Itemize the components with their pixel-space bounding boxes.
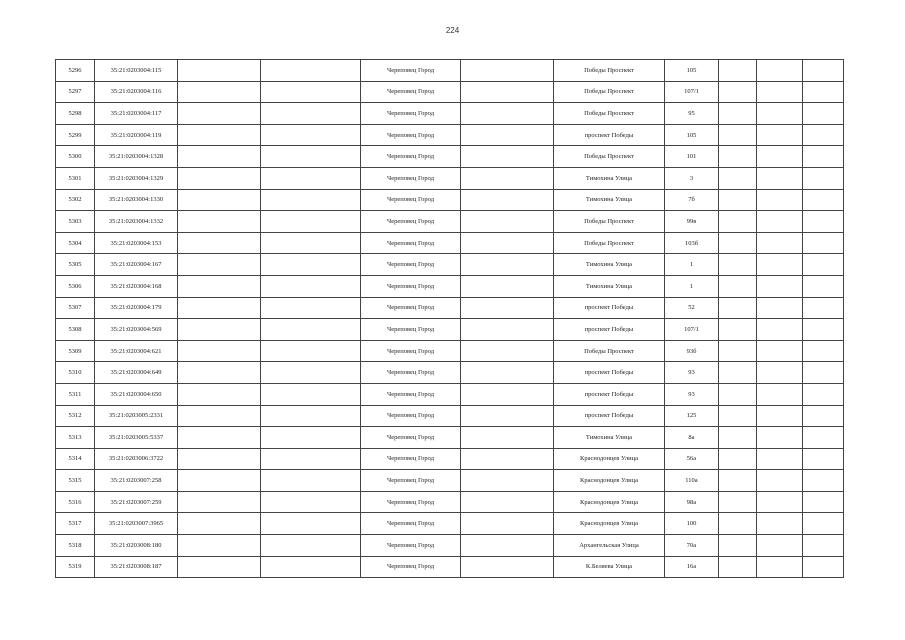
city-cell: Череповец Город — [361, 60, 461, 82]
cadastral-number-cell: 35:21:0203006:3722 — [95, 448, 178, 470]
blank-column-2-cell — [261, 232, 361, 254]
blank-column-1-cell — [178, 491, 261, 513]
street-cell: Краснодонцев Улица — [554, 448, 665, 470]
blank-column-5-cell — [757, 427, 803, 449]
city-cell: Череповец Город — [361, 491, 461, 513]
blank-column-1-cell — [178, 297, 261, 319]
city-cell: Череповец Город — [361, 254, 461, 276]
cadastral-number-cell: 35:21:0203005:2331 — [95, 405, 178, 427]
blank-column-3-cell — [461, 535, 554, 557]
blank-column-5-cell — [757, 211, 803, 233]
blank-column-1-cell — [178, 60, 261, 82]
table-row — [56, 491, 844, 513]
blank-column-5-cell — [757, 491, 803, 513]
street-cell: Тимохина Улица — [554, 254, 665, 276]
house-number-cell: 16а — [665, 556, 719, 578]
street-cell: Победы Проспект — [554, 340, 665, 362]
blank-column-1-cell — [178, 211, 261, 233]
blank-column-4-cell — [719, 491, 757, 513]
table-row — [56, 448, 844, 470]
row-number-cell: 5299 — [56, 124, 95, 146]
blank-column-1-cell — [178, 81, 261, 103]
blank-column-3-cell — [461, 427, 554, 449]
blank-column-4-cell — [719, 60, 757, 82]
table-row — [56, 103, 844, 125]
blank-column-2-cell — [261, 124, 361, 146]
table-row — [56, 146, 844, 168]
cadastral-number-cell: 35:21:0203004:650 — [95, 383, 178, 405]
table-row — [56, 319, 844, 341]
city-cell: Череповец Город — [361, 319, 461, 341]
blank-column-2-cell — [261, 362, 361, 384]
table-row — [56, 60, 844, 82]
city-cell: Череповец Город — [361, 189, 461, 211]
table-row — [56, 167, 844, 189]
blank-column-1-cell — [178, 383, 261, 405]
row-number-cell: 5307 — [56, 297, 95, 319]
blank-column-2-cell — [261, 427, 361, 449]
blank-column-5-cell — [757, 340, 803, 362]
blank-column-6-cell — [803, 383, 844, 405]
house-number-cell: 98а — [665, 491, 719, 513]
row-number-cell: 5302 — [56, 189, 95, 211]
blank-column-6-cell — [803, 81, 844, 103]
city-cell: Череповец Город — [361, 103, 461, 125]
blank-column-3-cell — [461, 81, 554, 103]
blank-column-6-cell — [803, 448, 844, 470]
blank-column-2-cell — [261, 556, 361, 578]
cadastral-number-cell: 35:21:0203008:187 — [95, 556, 178, 578]
blank-column-5-cell — [757, 232, 803, 254]
blank-column-4-cell — [719, 275, 757, 297]
blank-column-3-cell — [461, 448, 554, 470]
blank-column-5-cell — [757, 124, 803, 146]
blank-column-2-cell — [261, 405, 361, 427]
blank-column-2-cell — [261, 254, 361, 276]
street-cell: Тимохина Улица — [554, 275, 665, 297]
blank-column-1-cell — [178, 513, 261, 535]
blank-column-4-cell — [719, 189, 757, 211]
blank-column-2-cell — [261, 60, 361, 82]
blank-column-2-cell — [261, 340, 361, 362]
city-cell: Череповец Город — [361, 405, 461, 427]
table-row — [56, 535, 844, 557]
street-cell: проспект Победы — [554, 383, 665, 405]
city-cell: Череповец Город — [361, 275, 461, 297]
city-cell: Череповец Город — [361, 167, 461, 189]
cadastral-number-cell: 35:21:0203004:1328 — [95, 146, 178, 168]
blank-column-3-cell — [461, 189, 554, 211]
row-number-cell: 5298 — [56, 103, 95, 125]
city-cell: Череповец Город — [361, 470, 461, 492]
house-number-cell: 93 — [665, 383, 719, 405]
row-number-cell: 5301 — [56, 167, 95, 189]
city-cell: Череповец Город — [361, 448, 461, 470]
table-row — [56, 383, 844, 405]
blank-column-2-cell — [261, 448, 361, 470]
row-number-cell: 5309 — [56, 340, 95, 362]
blank-column-3-cell — [461, 340, 554, 362]
blank-column-3-cell — [461, 146, 554, 168]
row-number-cell: 5318 — [56, 535, 95, 557]
blank-column-6-cell — [803, 167, 844, 189]
blank-column-5-cell — [757, 448, 803, 470]
house-number-cell: 1 — [665, 254, 719, 276]
street-cell: проспект Победы — [554, 297, 665, 319]
table-row — [56, 513, 844, 535]
street-cell: Архангельская Улица — [554, 535, 665, 557]
blank-column-3-cell — [461, 297, 554, 319]
blank-column-5-cell — [757, 556, 803, 578]
cadastral-number-cell: 35:21:0203004:1329 — [95, 167, 178, 189]
table-row — [56, 211, 844, 233]
house-number-cell: 70а — [665, 535, 719, 557]
blank-column-4-cell — [719, 103, 757, 125]
blank-column-6-cell — [803, 189, 844, 211]
table-row — [56, 254, 844, 276]
blank-column-5-cell — [757, 189, 803, 211]
city-cell: Череповец Город — [361, 535, 461, 557]
blank-column-4-cell — [719, 383, 757, 405]
blank-column-6-cell — [803, 254, 844, 276]
blank-column-2-cell — [261, 513, 361, 535]
blank-column-6-cell — [803, 297, 844, 319]
street-cell: К.Беляева Улица — [554, 556, 665, 578]
table-body — [56, 60, 844, 578]
blank-column-4-cell — [719, 405, 757, 427]
blank-column-4-cell — [719, 340, 757, 362]
house-number-cell: 105 — [665, 60, 719, 82]
street-cell: проспект Победы — [554, 124, 665, 146]
blank-column-1-cell — [178, 556, 261, 578]
house-number-cell: 110а — [665, 470, 719, 492]
house-number-cell: 101 — [665, 146, 719, 168]
blank-column-5-cell — [757, 470, 803, 492]
city-cell: Череповец Город — [361, 513, 461, 535]
cadastral-number-cell: 35:21:0203005:5337 — [95, 427, 178, 449]
blank-column-5-cell — [757, 103, 803, 125]
blank-column-5-cell — [757, 167, 803, 189]
house-number-cell: 105 — [665, 124, 719, 146]
blank-column-2-cell — [261, 189, 361, 211]
cadastral-number-cell: 35:21:0203004:168 — [95, 275, 178, 297]
house-number-cell: 93 — [665, 362, 719, 384]
table-row — [56, 297, 844, 319]
blank-column-1-cell — [178, 362, 261, 384]
house-number-cell: 107/1 — [665, 81, 719, 103]
cadastral-number-cell: 35:21:0203004:167 — [95, 254, 178, 276]
blank-column-4-cell — [719, 297, 757, 319]
house-number-cell: 8а — [665, 427, 719, 449]
blank-column-5-cell — [757, 146, 803, 168]
blank-column-5-cell — [757, 383, 803, 405]
table-row — [56, 470, 844, 492]
blank-column-2-cell — [261, 319, 361, 341]
table-row — [56, 232, 844, 254]
street-cell: проспект Победы — [554, 405, 665, 427]
blank-column-4-cell — [719, 254, 757, 276]
blank-column-6-cell — [803, 513, 844, 535]
table-row — [56, 124, 844, 146]
blank-column-4-cell — [719, 146, 757, 168]
blank-column-5-cell — [757, 535, 803, 557]
blank-column-5-cell — [757, 513, 803, 535]
street-cell: Победы Проспект — [554, 146, 665, 168]
city-cell: Череповец Город — [361, 556, 461, 578]
blank-column-3-cell — [461, 556, 554, 578]
street-cell: Тимохина Улица — [554, 167, 665, 189]
blank-column-4-cell — [719, 470, 757, 492]
blank-column-6-cell — [803, 275, 844, 297]
blank-column-3-cell — [461, 319, 554, 341]
blank-column-6-cell — [803, 556, 844, 578]
blank-column-3-cell — [461, 405, 554, 427]
blank-column-1-cell — [178, 405, 261, 427]
blank-column-1-cell — [178, 167, 261, 189]
street-cell: Победы Проспект — [554, 60, 665, 82]
blank-column-5-cell — [757, 275, 803, 297]
blank-column-1-cell — [178, 470, 261, 492]
cadastral-number-cell: 35:21:0203004:1330 — [95, 189, 178, 211]
blank-column-2-cell — [261, 211, 361, 233]
blank-column-4-cell — [719, 535, 757, 557]
blank-column-6-cell — [803, 491, 844, 513]
registry-table — [55, 59, 844, 578]
blank-column-3-cell — [461, 491, 554, 513]
cadastral-number-cell: 35:21:0203004:116 — [95, 81, 178, 103]
blank-column-6-cell — [803, 60, 844, 82]
house-number-cell: 3 — [665, 167, 719, 189]
blank-column-6-cell — [803, 535, 844, 557]
blank-column-3-cell — [461, 275, 554, 297]
city-cell: Череповец Город — [361, 211, 461, 233]
blank-column-1-cell — [178, 275, 261, 297]
blank-column-1-cell — [178, 340, 261, 362]
blank-column-4-cell — [719, 556, 757, 578]
table-row — [56, 275, 844, 297]
city-cell: Череповец Город — [361, 124, 461, 146]
house-number-cell: 107/1 — [665, 319, 719, 341]
house-number-cell: 100 — [665, 513, 719, 535]
blank-column-6-cell — [803, 319, 844, 341]
page-number: 224 — [445, 26, 460, 35]
blank-column-4-cell — [719, 362, 757, 384]
blank-column-2-cell — [261, 491, 361, 513]
blank-column-3-cell — [461, 211, 554, 233]
blank-column-2-cell — [261, 146, 361, 168]
row-number-cell: 5317 — [56, 513, 95, 535]
house-number-cell: 99в — [665, 211, 719, 233]
blank-column-6-cell — [803, 124, 844, 146]
blank-column-1-cell — [178, 427, 261, 449]
street-cell: Победы Проспект — [554, 232, 665, 254]
city-cell: Череповец Город — [361, 232, 461, 254]
house-number-cell: 1 — [665, 275, 719, 297]
city-cell: Череповец Город — [361, 297, 461, 319]
blank-column-2-cell — [261, 275, 361, 297]
street-cell: проспект Победы — [554, 319, 665, 341]
blank-column-3-cell — [461, 383, 554, 405]
street-cell: Победы Проспект — [554, 103, 665, 125]
house-number-cell: 125 — [665, 405, 719, 427]
table-row — [56, 81, 844, 103]
row-number-cell: 5313 — [56, 427, 95, 449]
row-number-cell: 5306 — [56, 275, 95, 297]
house-number-cell: 56а — [665, 448, 719, 470]
city-cell: Череповец Город — [361, 81, 461, 103]
blank-column-1-cell — [178, 535, 261, 557]
row-number-cell: 5296 — [56, 60, 95, 82]
blank-column-6-cell — [803, 405, 844, 427]
street-cell: Краснодонцев Улица — [554, 491, 665, 513]
cadastral-number-cell: 35:21:0203007:258 — [95, 470, 178, 492]
row-number-cell: 5314 — [56, 448, 95, 470]
blank-column-4-cell — [719, 427, 757, 449]
house-number-cell: 103б — [665, 232, 719, 254]
blank-column-2-cell — [261, 81, 361, 103]
blank-column-5-cell — [757, 362, 803, 384]
blank-column-5-cell — [757, 60, 803, 82]
city-cell: Череповец Город — [361, 383, 461, 405]
blank-column-3-cell — [461, 513, 554, 535]
blank-column-5-cell — [757, 297, 803, 319]
cadastral-number-cell: 35:21:0203004:119 — [95, 124, 178, 146]
blank-column-2-cell — [261, 167, 361, 189]
blank-column-2-cell — [261, 103, 361, 125]
blank-column-1-cell — [178, 254, 261, 276]
blank-column-4-cell — [719, 513, 757, 535]
blank-column-1-cell — [178, 319, 261, 341]
street-cell: проспект Победы — [554, 362, 665, 384]
street-cell: Тимохина Улица — [554, 427, 665, 449]
blank-column-6-cell — [803, 211, 844, 233]
blank-column-3-cell — [461, 103, 554, 125]
blank-column-5-cell — [757, 254, 803, 276]
house-number-cell: 7б — [665, 189, 719, 211]
blank-column-2-cell — [261, 383, 361, 405]
blank-column-4-cell — [719, 448, 757, 470]
blank-column-4-cell — [719, 211, 757, 233]
table-row — [56, 189, 844, 211]
blank-column-5-cell — [757, 319, 803, 341]
blank-column-4-cell — [719, 319, 757, 341]
cadastral-number-cell: 35:21:0203004:1332 — [95, 211, 178, 233]
blank-column-3-cell — [461, 362, 554, 384]
cadastral-number-cell: 35:21:0203004:117 — [95, 103, 178, 125]
cadastral-number-cell: 35:21:0203004:179 — [95, 297, 178, 319]
cadastral-number-cell: 35:21:0203004:569 — [95, 319, 178, 341]
blank-column-4-cell — [719, 232, 757, 254]
street-cell: Победы Проспект — [554, 81, 665, 103]
row-number-cell: 5304 — [56, 232, 95, 254]
blank-column-1-cell — [178, 103, 261, 125]
cadastral-number-cell: 35:21:0203004:621 — [95, 340, 178, 362]
blank-column-3-cell — [461, 470, 554, 492]
row-number-cell: 5305 — [56, 254, 95, 276]
blank-column-6-cell — [803, 427, 844, 449]
blank-column-4-cell — [719, 124, 757, 146]
row-number-cell: 5311 — [56, 383, 95, 405]
blank-column-5-cell — [757, 405, 803, 427]
street-cell: Краснодонцев Улица — [554, 513, 665, 535]
cadastral-number-cell: 35:21:0203004:115 — [95, 60, 178, 82]
cadastral-number-cell: 35:21:0203004:153 — [95, 232, 178, 254]
blank-column-1-cell — [178, 189, 261, 211]
house-number-cell: 95 — [665, 103, 719, 125]
row-number-cell: 5297 — [56, 81, 95, 103]
blank-column-2-cell — [261, 297, 361, 319]
row-number-cell: 5312 — [56, 405, 95, 427]
blank-column-1-cell — [178, 146, 261, 168]
cadastral-number-cell: 35:21:0203004:649 — [95, 362, 178, 384]
row-number-cell: 5308 — [56, 319, 95, 341]
blank-column-1-cell — [178, 124, 261, 146]
blank-column-3-cell — [461, 254, 554, 276]
city-cell: Череповец Город — [361, 340, 461, 362]
blank-column-6-cell — [803, 232, 844, 254]
cadastral-number-cell: 35:21:0203007:259 — [95, 491, 178, 513]
row-number-cell: 5315 — [56, 470, 95, 492]
blank-column-6-cell — [803, 146, 844, 168]
blank-column-4-cell — [719, 81, 757, 103]
blank-column-6-cell — [803, 362, 844, 384]
blank-column-1-cell — [178, 232, 261, 254]
city-cell: Череповец Город — [361, 427, 461, 449]
table-row — [56, 362, 844, 384]
table-row — [56, 427, 844, 449]
blank-column-3-cell — [461, 232, 554, 254]
blank-column-2-cell — [261, 535, 361, 557]
house-number-cell: 93б — [665, 340, 719, 362]
table-row — [56, 556, 844, 578]
street-cell: Тимохина Улица — [554, 189, 665, 211]
city-cell: Череповец Город — [361, 146, 461, 168]
blank-column-3-cell — [461, 60, 554, 82]
street-cell: Победы Проспект — [554, 211, 665, 233]
row-number-cell: 5300 — [56, 146, 95, 168]
city-cell: Череповец Город — [361, 362, 461, 384]
table-row — [56, 405, 844, 427]
blank-column-2-cell — [261, 470, 361, 492]
cadastral-number-cell: 35:21:0203008:180 — [95, 535, 178, 557]
cadastral-number-cell: 35:21:0203007:3965 — [95, 513, 178, 535]
row-number-cell: 5310 — [56, 362, 95, 384]
street-cell: Краснодонцев Улица — [554, 470, 665, 492]
blank-column-6-cell — [803, 340, 844, 362]
blank-column-3-cell — [461, 167, 554, 189]
row-number-cell: 5319 — [56, 556, 95, 578]
blank-column-4-cell — [719, 167, 757, 189]
row-number-cell: 5316 — [56, 491, 95, 513]
blank-column-6-cell — [803, 470, 844, 492]
blank-column-6-cell — [803, 103, 844, 125]
blank-column-5-cell — [757, 81, 803, 103]
blank-column-1-cell — [178, 448, 261, 470]
blank-column-3-cell — [461, 124, 554, 146]
house-number-cell: 52 — [665, 297, 719, 319]
table-row — [56, 340, 844, 362]
row-number-cell: 5303 — [56, 211, 95, 233]
